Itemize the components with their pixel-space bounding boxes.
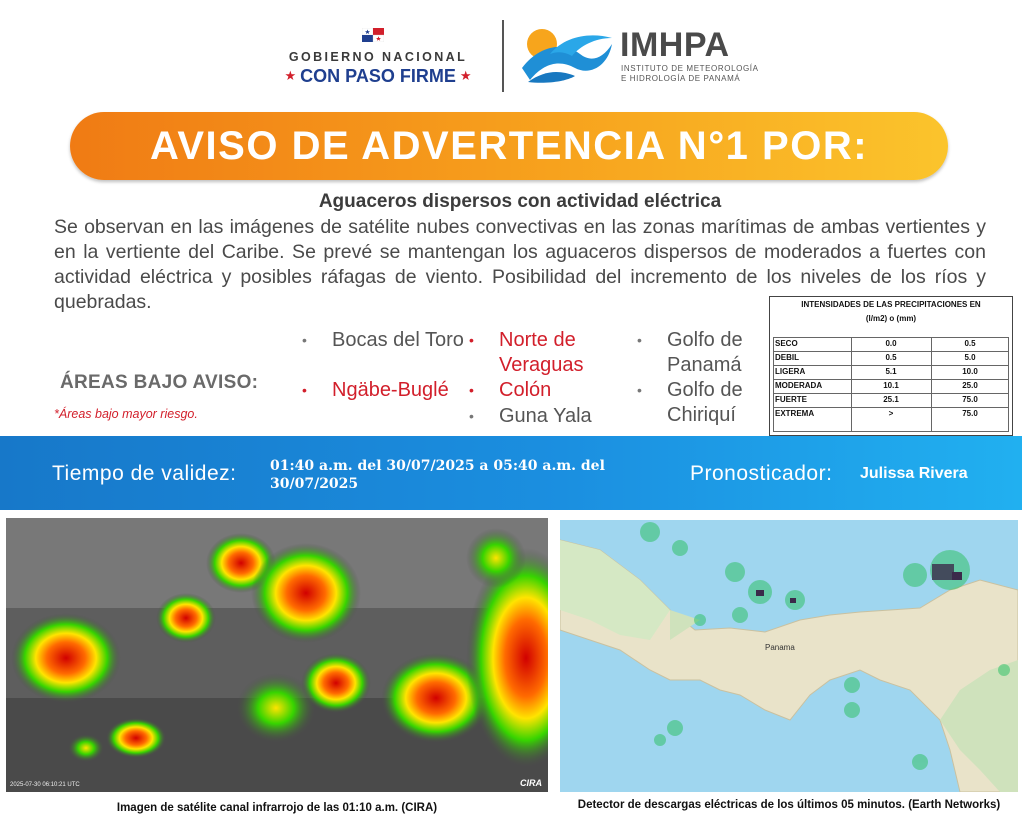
warning-banner-title: AVISO DE ADVERTENCIA N°1 POR:: [149, 124, 869, 168]
row-label: LIGERA: [775, 367, 806, 376]
row-max: 75.0: [962, 409, 978, 418]
star-icon: ★: [459, 68, 472, 83]
intensity-table-title-line2: (l/m2) o (mm): [865, 314, 917, 323]
row-max: 25.0: [962, 381, 978, 390]
row-label: SECO: [775, 339, 798, 348]
row-max: 75.0: [962, 395, 978, 404]
satellite-infrared-graphic: [6, 518, 548, 792]
intensity-table-title: [770, 298, 1012, 326]
area-name: Norte de Veraguas: [499, 329, 584, 376]
government-slogan-text: CON PASO FIRME: [300, 66, 456, 86]
table-row: [773, 365, 1009, 379]
forecaster-name: Julissa Rivera: [860, 465, 968, 482]
area-name: Bocas del Toro: [332, 329, 464, 351]
area-name: Colón: [499, 379, 552, 401]
row-min: 10.1: [883, 381, 899, 390]
table-row: [773, 337, 1009, 351]
header-divider: [502, 20, 504, 92]
row-label: EXTREMA: [775, 409, 815, 418]
bullet-icon: •: [637, 332, 642, 348]
bullet-icon: •: [302, 332, 307, 348]
validity-value: 01:40 a.m. del 30/07/2025 a 05:40 a.m. del 30/07/2025: [270, 458, 605, 492]
row-max: 0.5: [964, 339, 976, 348]
lightning-map-image: [560, 520, 1018, 792]
imhpa-logo-icon: [520, 24, 614, 86]
areas-label: ÁREAS BAJO AVISO:: [60, 372, 259, 393]
validity-label: Tiempo de validez:: [52, 462, 237, 485]
government-slogan: [272, 66, 484, 87]
lightning-caption: Detector de descargas eléctricas de los últimos 05 minutos. (Earth Networks): [577, 799, 1001, 811]
table-row: [773, 351, 1009, 365]
hazard-description: Se observan en las imágenes de satélite nubes convectivas en las zonas marítimas de ambas vertientes y en la vertiente del Caribe. Se prevé se mantengan los aguaceros dispersos de moderados a fuertes con actividad eléctrica y posibles ráfagas de viento. Posibilidad del incremento de los niveles de los ríos y quebradas.: [54, 216, 986, 313]
star-icon: ★: [284, 68, 297, 83]
area-name: Golfo de Chiriquí: [667, 379, 743, 426]
satellite-image: [6, 518, 548, 792]
satellite-timestamp: 2025-07-30 06:10:21 UTC: [10, 782, 80, 788]
table-row: [773, 379, 1009, 393]
panama-flag-icon: [362, 28, 384, 42]
imhpa-name: IMHPA: [620, 26, 730, 64]
imhpa-subtitle-1: INSTITUTO DE METEOROLOGÍA: [621, 64, 759, 73]
area-name: Golfo de Panamá: [667, 329, 743, 376]
imhpa-subtitle-2: E HIDROLOGÍA DE PANAMÁ: [621, 74, 741, 83]
row-max: 10.0: [962, 367, 978, 376]
table-grid-line: [773, 431, 1009, 432]
bullet-icon: •: [637, 382, 642, 398]
bullet-icon: •: [469, 408, 474, 424]
satellite-caption: Imagen de satélite canal infrarrojo de las 01:10 a.m. (CIRA): [116, 802, 438, 814]
bullet-icon: •: [469, 332, 474, 348]
hazard-title: Aguaceros dispersos con actividad eléctrica: [318, 191, 722, 212]
row-min: >: [888, 409, 894, 418]
table-row: [773, 407, 1009, 421]
bullet-icon: •: [302, 382, 307, 398]
area-name: Ngäbe-Buglé: [332, 379, 449, 401]
intensity-table: [769, 296, 1013, 436]
row-label: MODERADA: [775, 381, 823, 390]
row-min: 0.0: [885, 339, 897, 348]
area-name: Guna Yala: [499, 405, 592, 427]
government-name: GOBIERNO NACIONAL: [288, 50, 468, 64]
row-label: FUERTE: [775, 395, 807, 404]
row-min: 25.1: [883, 395, 899, 404]
intensity-table-title-line1: INTENSIDADES DE LAS PRECIPITACIONES EN: [801, 300, 981, 309]
map-label-panama: Panama: [765, 643, 795, 652]
bullet-icon: •: [469, 382, 474, 398]
forecaster-label: Pronosticador:: [690, 462, 833, 485]
satellite-credit: CIRA: [520, 778, 542, 788]
lightning-map-graphic: [560, 520, 1018, 792]
row-max: 5.0: [964, 353, 976, 362]
row-label: DEBIL: [775, 353, 799, 362]
row-min: 0.5: [885, 353, 897, 362]
risk-note: *Áreas bajo mayor riesgo.: [54, 407, 198, 421]
row-min: 5.1: [885, 367, 897, 376]
table-row: [773, 393, 1009, 407]
